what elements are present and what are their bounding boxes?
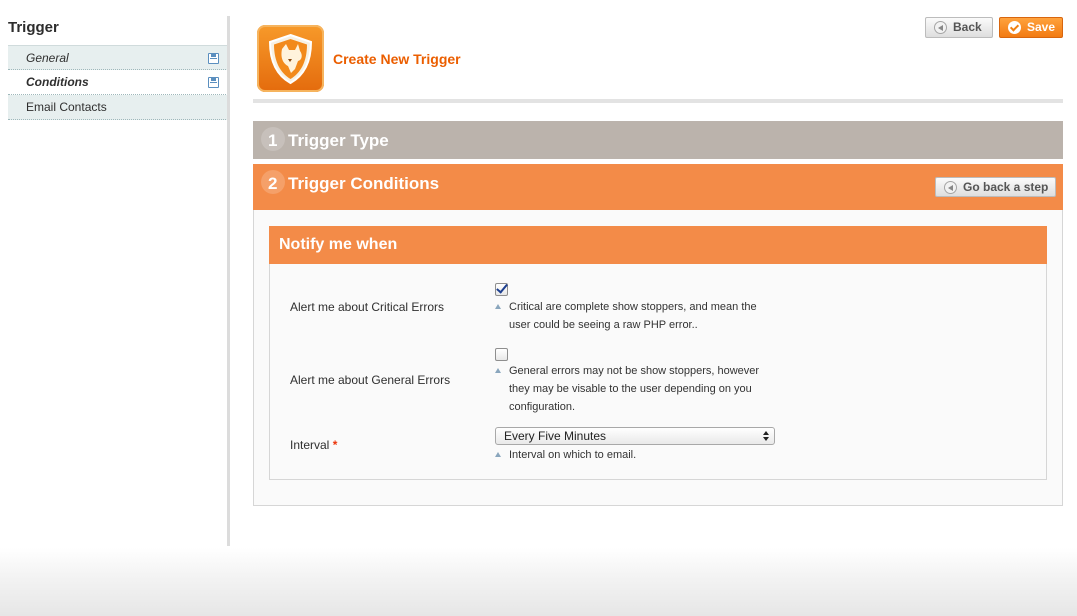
save-button[interactable] [999,17,1063,38]
general-errors-note [495,362,765,416]
sidebar-item-general[interactable] [8,45,228,70]
note-arrow-icon [495,368,501,373]
critical-errors-label: Alert me about Critical Errors [290,300,445,314]
back-button-label: Back [953,20,982,34]
general-errors-checkbox[interactable] [495,348,508,361]
step-number: 2 [268,174,278,193]
sidebar-item-conditions[interactable] [8,70,228,95]
sidebar-tabs [8,45,228,120]
sidebar-item-email-contacts[interactable] [8,95,228,120]
select-arrows-icon [763,431,770,441]
interval-selected-value: Every Five Minutes [504,429,607,443]
sidebar-item-label: Email Contacts [26,100,107,114]
note-line: they may be visable to the user depending on you [509,383,752,395]
back-button[interactable] [925,17,993,38]
sidebar-item-label: General [26,51,69,65]
sidebar-item-label: Conditions [26,75,89,89]
save-status-icon [208,53,219,64]
arrow-left-icon [944,181,957,194]
save-status-icon [208,77,219,88]
watchdog-logo-icon [257,25,324,92]
note-arrow-icon [495,452,501,457]
go-back-step-button[interactable] [935,177,1056,197]
save-button-label: Save [1027,20,1056,34]
interval-select[interactable] [495,427,775,445]
note-line: General errors may not be show stoppers, however [509,365,760,377]
note-line: Interval on which to email. [509,449,637,461]
interval-label [290,438,337,452]
step-number: 1 [268,131,278,150]
arrow-left-icon [934,21,947,34]
step-trigger-type[interactable] [253,121,1063,159]
header-divider [253,99,1063,103]
note-arrow-icon [495,304,501,309]
interval-label-text: Interval [290,438,330,452]
critical-errors-note [495,298,765,334]
general-errors-label: Alert me about General Errors [290,373,451,387]
interval-note [495,446,765,464]
sidebar-title: Trigger [8,19,59,36]
go-back-step-label: Go back a step [963,180,1049,194]
page-title: Create New Trigger [333,51,461,67]
step-label: Trigger Type [288,131,389,150]
note-line: Critical are complete show stoppers, and mean the [509,301,757,313]
sidebar-divider [227,16,230,546]
checkmark-icon [1008,21,1021,34]
note-line: user could be seeing a raw PHP error.. [509,319,698,331]
note-line: configuration. [509,401,576,413]
step-trigger-conditions [253,164,1063,210]
fieldset-title: Notify me when [269,226,1047,264]
step-label: Trigger Conditions [288,174,440,193]
required-asterisk: * [332,438,338,452]
critical-errors-checkbox[interactable] [495,283,508,296]
